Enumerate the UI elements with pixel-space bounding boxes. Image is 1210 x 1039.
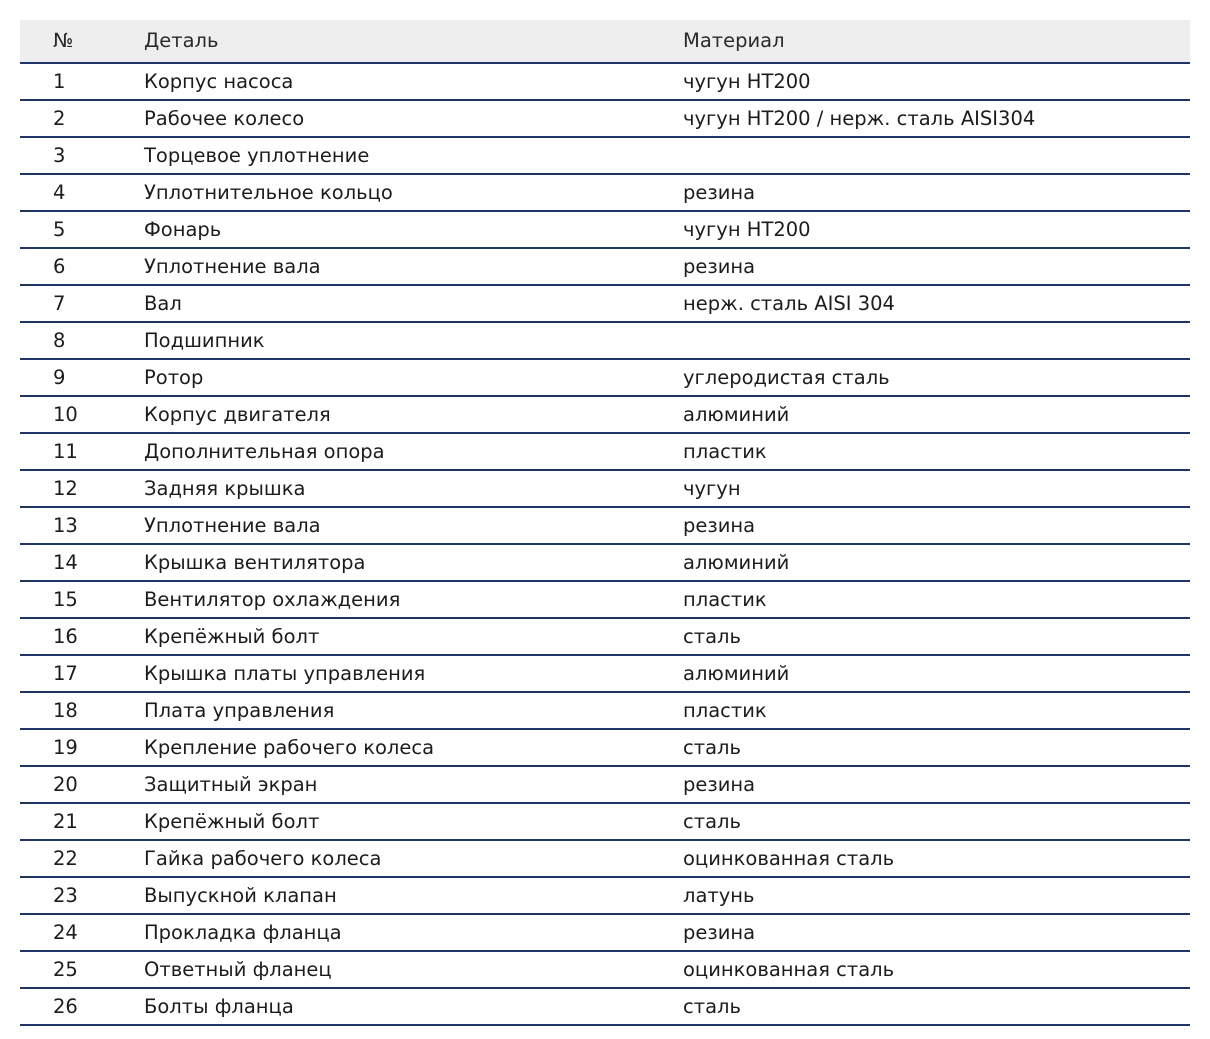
table-header [20, 20, 1190, 64]
row-material: сталь [683, 809, 741, 833]
row-num: 24 [53, 920, 78, 944]
row-material: чугун HT200 [683, 69, 811, 93]
table-row [20, 841, 1190, 878]
table-row [20, 249, 1190, 286]
row-part: Крышка вентилятора [144, 550, 366, 574]
table-row [20, 767, 1190, 804]
row-num: 16 [53, 624, 78, 648]
row-num: 14 [53, 550, 78, 574]
table-row [20, 952, 1190, 989]
row-num: 12 [53, 476, 78, 500]
row-part: Дополнительная опора [144, 439, 385, 463]
row-material: алюминий [683, 402, 790, 426]
row-num: 8 [53, 328, 66, 352]
row-part: Корпус насоса [144, 69, 294, 93]
row-part: Фонарь [144, 217, 222, 241]
row-num: 23 [53, 883, 78, 907]
row-material: резина [683, 254, 756, 278]
table-row [20, 138, 1190, 175]
row-num: 20 [53, 772, 78, 796]
table-row [20, 508, 1190, 545]
header-material: Материал [683, 29, 785, 52]
row-part: Уплотнительное кольцо [144, 180, 393, 204]
table-row [20, 286, 1190, 323]
table-row [20, 212, 1190, 249]
row-num: 18 [53, 698, 78, 722]
table-row [20, 64, 1190, 101]
header-num: № [53, 29, 74, 52]
row-part: Крепление рабочего колеса [144, 735, 435, 759]
table-row [20, 323, 1190, 360]
row-material: резина [683, 513, 756, 537]
row-material: чугун [683, 476, 741, 500]
row-material: резина [683, 772, 756, 796]
row-material: чугун HT200 [683, 217, 811, 241]
row-num: 6 [53, 254, 66, 278]
header-part: Деталь [144, 29, 219, 52]
table-row [20, 915, 1190, 952]
row-part: Вал [144, 291, 182, 315]
row-part: Крепёжный болт [144, 624, 320, 648]
row-part: Крепёжный болт [144, 809, 320, 833]
row-num: 11 [53, 439, 78, 463]
table-row [20, 175, 1190, 212]
row-part: Вентилятор охлаждения [144, 587, 401, 611]
row-material: нерж. сталь AISI 304 [683, 291, 895, 315]
row-material: сталь [683, 624, 741, 648]
row-num: 25 [53, 957, 78, 981]
row-part: Корпус двигателя [144, 402, 331, 426]
table-row [20, 101, 1190, 138]
row-material: алюминий [683, 661, 790, 685]
parts-table [20, 20, 1190, 1026]
row-part: Гайка рабочего колеса [144, 846, 382, 870]
row-part: Выпускной клапан [144, 883, 337, 907]
row-num: 5 [53, 217, 66, 241]
table-row [20, 656, 1190, 693]
table-row [20, 471, 1190, 508]
row-num: 26 [53, 994, 78, 1018]
table-row [20, 730, 1190, 767]
row-part: Прокладка фланца [144, 920, 342, 944]
row-material: сталь [683, 994, 741, 1018]
row-material: оцинкованная сталь [683, 846, 895, 870]
row-part: Ответный фланец [144, 957, 332, 981]
table-row [20, 360, 1190, 397]
row-material: чугун HT200 / нерж. сталь AISI304 [683, 106, 1036, 130]
row-num: 3 [53, 143, 66, 167]
table-row [20, 989, 1190, 1026]
row-part: Рабочее колесо [144, 106, 305, 130]
row-num: 22 [53, 846, 78, 870]
row-part: Плата управления [144, 698, 335, 722]
row-material: резина [683, 920, 756, 944]
table-row [20, 434, 1190, 471]
table-body [20, 64, 1190, 1026]
table-row [20, 582, 1190, 619]
row-num: 19 [53, 735, 78, 759]
row-material: резина [683, 180, 756, 204]
row-num: 9 [53, 365, 66, 389]
table-row [20, 693, 1190, 730]
table-row [20, 878, 1190, 915]
table-row [20, 619, 1190, 656]
row-part: Подшипник [144, 328, 265, 352]
row-num: 2 [53, 106, 66, 130]
row-material: латунь [683, 883, 755, 907]
row-material: алюминий [683, 550, 790, 574]
row-part: Торцевое уплотнение [144, 143, 370, 167]
row-part: Задняя крышка [144, 476, 306, 500]
row-material: пластик [683, 439, 767, 463]
row-part: Уплотнение вала [144, 254, 321, 278]
table-row [20, 397, 1190, 434]
row-num: 17 [53, 661, 78, 685]
row-num: 13 [53, 513, 78, 537]
row-part: Ротор [144, 365, 204, 389]
row-material: сталь [683, 735, 741, 759]
row-num: 4 [53, 180, 66, 204]
row-material: пластик [683, 587, 767, 611]
row-material: углеродистая сталь [683, 365, 890, 389]
row-part: Уплотнение вала [144, 513, 321, 537]
row-num: 1 [53, 69, 66, 93]
row-material: оцинкованная сталь [683, 957, 895, 981]
row-num: 10 [53, 402, 78, 426]
row-part: Крышка платы управления [144, 661, 426, 685]
table-row [20, 545, 1190, 582]
row-num: 7 [53, 291, 66, 315]
row-part: Защитный экран [144, 772, 318, 796]
row-num: 21 [53, 809, 78, 833]
row-num: 15 [53, 587, 78, 611]
row-material: пластик [683, 698, 767, 722]
table-row [20, 804, 1190, 841]
row-part: Болты фланца [144, 994, 294, 1018]
